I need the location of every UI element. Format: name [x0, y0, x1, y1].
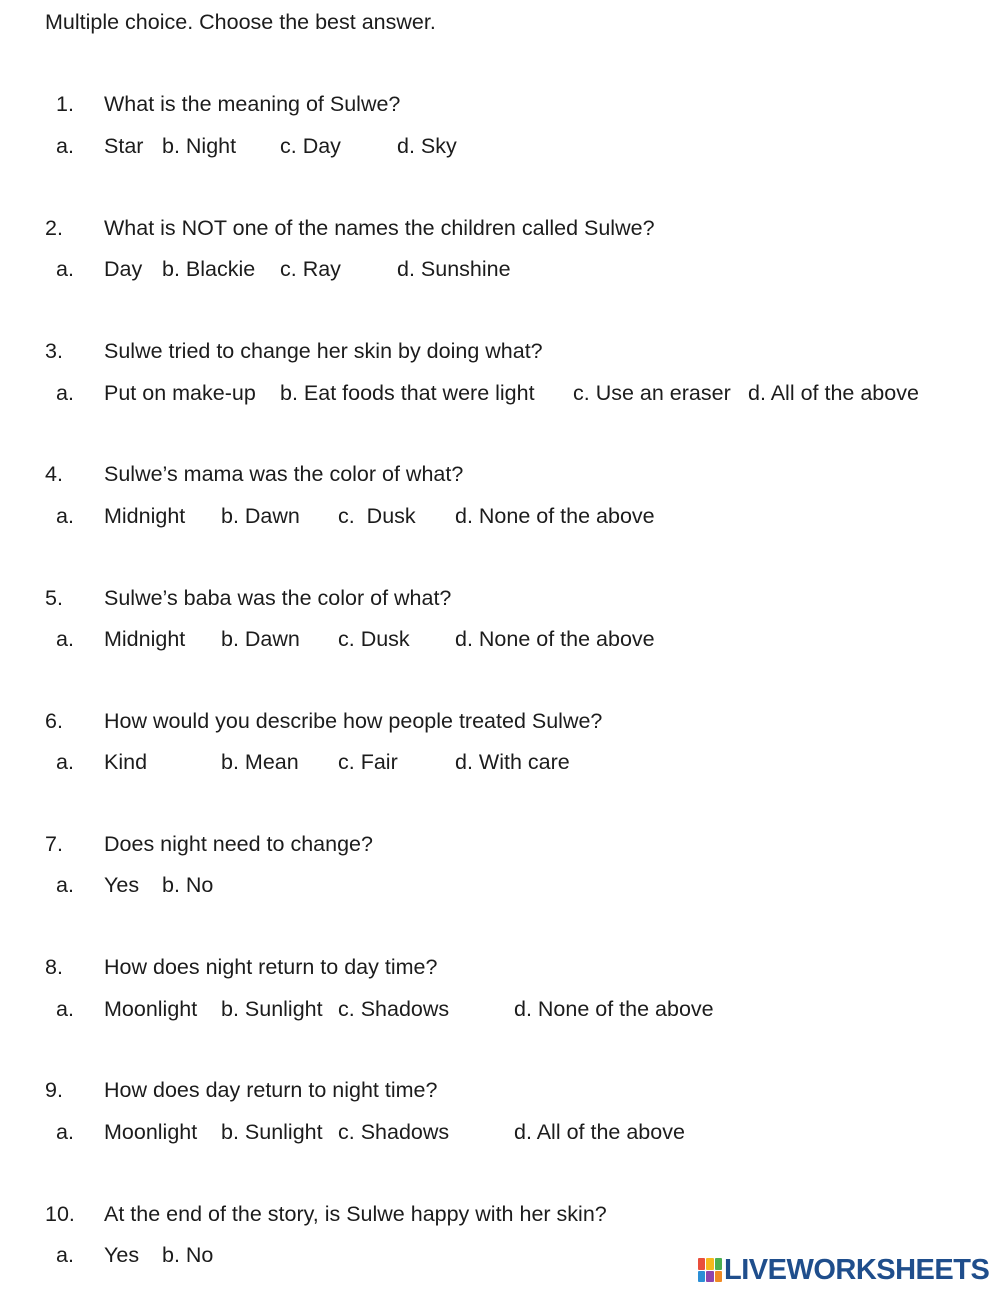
answer-option[interactable]: b. Night — [162, 134, 237, 158]
answer-option[interactable]: b. Dawn — [221, 627, 300, 651]
question-text: How does night return to day time? — [104, 955, 438, 979]
answer-option[interactable]: Midnight — [104, 627, 186, 651]
answer-option[interactable]: c. Dusk — [338, 504, 416, 528]
answer-label: a. — [56, 504, 74, 528]
question-text: Does night need to change? — [104, 832, 373, 856]
question-number: 1. — [56, 92, 74, 116]
answer-option[interactable]: d. None of the above — [455, 504, 655, 528]
answer-option[interactable]: d. None of the above — [455, 627, 655, 651]
question-number: 5. — [45, 586, 63, 610]
answer-option[interactable]: Moonlight — [104, 1120, 198, 1144]
answer-option[interactable]: c. Shadows — [338, 997, 450, 1021]
logo-block — [715, 1271, 722, 1283]
answer-option[interactable]: d. None of the above — [514, 997, 714, 1021]
answer-label: a. — [56, 1243, 74, 1267]
liveworksheets-logo-icon — [698, 1258, 722, 1282]
answer-label: a. — [56, 750, 74, 774]
answer-option[interactable]: d. With care — [455, 750, 570, 774]
question-text: At the end of the story, is Sulwe happy with her skin? — [104, 1202, 607, 1226]
answer-option[interactable]: Kind — [104, 750, 148, 774]
answer-option[interactable]: Yes — [104, 873, 140, 897]
answer-option[interactable]: Star — [104, 134, 144, 158]
liveworksheets-logo[interactable] — [698, 1255, 989, 1285]
logo-text: LIVEWORKSHEETS — [724, 1254, 990, 1286]
answer-label: a. — [56, 257, 74, 281]
answer-label: a. — [56, 873, 74, 897]
answer-option[interactable]: b. No — [162, 873, 214, 897]
answer-option[interactable]: Day — [104, 257, 143, 281]
answer-option[interactable]: c. Day — [280, 134, 341, 158]
answer-option[interactable]: d. Sunshine — [397, 257, 511, 281]
question-number: 6. — [45, 709, 63, 733]
question-text: Sulwe’s mama was the color of what? — [104, 462, 464, 486]
answer-option[interactable]: d. Sky — [397, 134, 457, 158]
answer-option[interactable]: Put on make-up — [104, 381, 256, 405]
question-number: 3. — [45, 339, 63, 363]
answer-option[interactable]: b. Mean — [221, 750, 299, 774]
logo-block — [698, 1271, 705, 1283]
answer-option[interactable]: Moonlight — [104, 997, 198, 1021]
question-number: 8. — [45, 955, 63, 979]
answer-option[interactable]: b. Blackie — [162, 257, 256, 281]
answer-option[interactable]: b. Eat foods that were light — [280, 381, 535, 405]
answer-option[interactable]: b. Dawn — [221, 504, 300, 528]
answer-label: a. — [56, 627, 74, 651]
answer-option[interactable]: d. All of the above — [514, 1120, 685, 1144]
answer-option[interactable]: c. Use an eraser — [573, 381, 731, 405]
answer-option[interactable]: c. Dusk — [338, 627, 410, 651]
answer-label: a. — [56, 997, 74, 1021]
answer-option[interactable]: c. Shadows — [338, 1120, 450, 1144]
question-text: How would you describe how people treated Sulwe? — [104, 709, 603, 733]
question-text: How does day return to night time? — [104, 1078, 438, 1102]
answer-label: a. — [56, 1120, 74, 1144]
answer-option[interactable]: b. Sunlight — [221, 1120, 323, 1144]
answer-option[interactable]: Midnight — [104, 504, 186, 528]
answer-option[interactable]: b. No — [162, 1243, 214, 1267]
answer-label: a. — [56, 381, 74, 405]
instructions: Multiple choice. Choose the best answer. — [45, 10, 436, 34]
question-text: What is the meaning of Sulwe? — [104, 92, 401, 116]
question-number: 7. — [45, 832, 63, 856]
question-text: Sulwe’s baba was the color of what? — [104, 586, 452, 610]
question-number: 2. — [45, 216, 63, 240]
answer-option[interactable]: c. Ray — [280, 257, 341, 281]
logo-block — [706, 1271, 713, 1283]
question-number: 9. — [45, 1078, 63, 1102]
answer-option[interactable]: b. Sunlight — [221, 997, 323, 1021]
logo-block — [706, 1258, 713, 1270]
logo-block — [698, 1258, 705, 1270]
question-number: 4. — [45, 462, 63, 486]
logo-block — [715, 1258, 722, 1270]
answer-label: a. — [56, 134, 74, 158]
question-number: 10. — [45, 1202, 75, 1226]
question-text: Sulwe tried to change her skin by doing what? — [104, 339, 543, 363]
question-text: What is NOT one of the names the children called Sulwe? — [104, 216, 655, 240]
answer-option[interactable]: d. All of the above — [748, 381, 919, 405]
answer-option[interactable]: c. Fair — [338, 750, 398, 774]
answer-option[interactable]: Yes — [104, 1243, 140, 1267]
